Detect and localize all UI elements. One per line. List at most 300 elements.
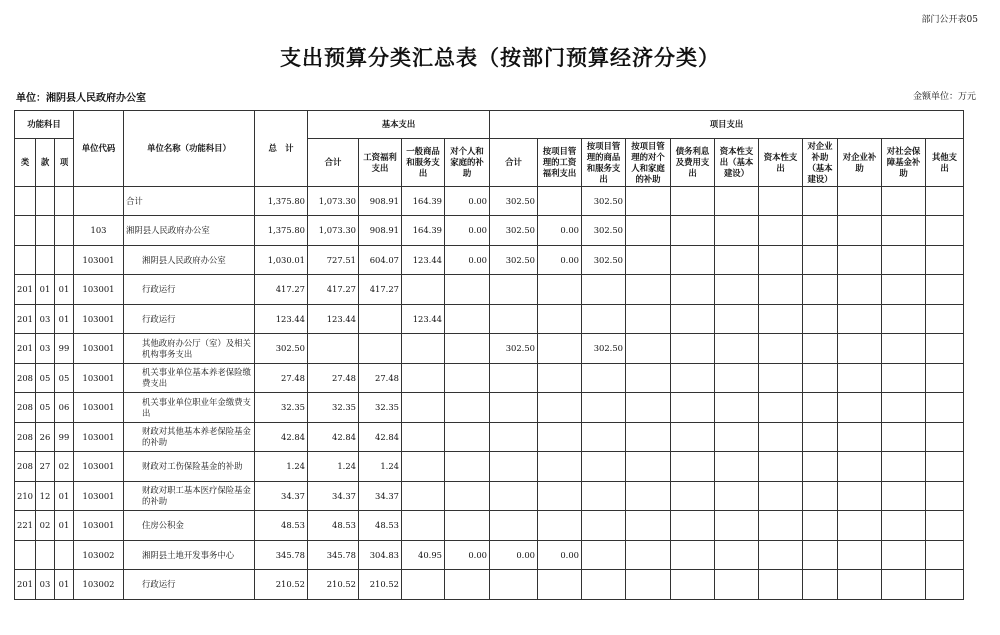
project-sub-header: 对企业补助 bbox=[838, 139, 882, 187]
cell-kuan: 02 bbox=[36, 511, 55, 541]
cell-code: 103001 bbox=[74, 423, 124, 452]
cell-empty bbox=[626, 393, 671, 423]
cell-empty bbox=[926, 452, 964, 482]
project-sub-header: 按项目管理的工资福利支出 bbox=[538, 139, 582, 187]
cell-p-goods bbox=[582, 364, 626, 393]
project-sub-header: 对企业补助（基本建设） bbox=[803, 139, 838, 187]
cell-b-wage: 1.24 bbox=[359, 452, 402, 482]
cell-b-wage: 908.91 bbox=[359, 216, 402, 246]
unit-code-header: 单位代码 bbox=[74, 111, 124, 187]
cell-empty bbox=[626, 423, 671, 452]
cell-name: 机关事业单位基本养老保险缴费支出 bbox=[124, 364, 255, 393]
cell-b-goods bbox=[402, 482, 445, 511]
table-row bbox=[15, 570, 964, 600]
cell-b-family bbox=[445, 393, 490, 423]
cell-p-total: 302.50 bbox=[490, 216, 538, 246]
cell-p-wage bbox=[538, 305, 582, 334]
cell-total: 48.53 bbox=[255, 511, 308, 541]
table-row bbox=[15, 482, 964, 511]
cell-empty bbox=[803, 216, 838, 246]
cell-lei: 201 bbox=[15, 275, 36, 305]
cell-p-total bbox=[490, 305, 538, 334]
cell-empty bbox=[626, 482, 671, 511]
cell-name: 湘阴县土地开发事务中心 bbox=[124, 541, 255, 570]
cell-b-wage: 27.48 bbox=[359, 364, 402, 393]
basic-sub-header: 合计 bbox=[308, 139, 359, 187]
table-row bbox=[15, 305, 964, 334]
cell-empty bbox=[671, 482, 715, 511]
cell-empty bbox=[803, 452, 838, 482]
cell-b-wage: 908.91 bbox=[359, 187, 402, 216]
cell-empty bbox=[671, 275, 715, 305]
cell-empty bbox=[838, 364, 882, 393]
cell-p-total bbox=[490, 275, 538, 305]
cell-b-family bbox=[445, 482, 490, 511]
cell-p-wage bbox=[538, 482, 582, 511]
cell-empty bbox=[715, 275, 759, 305]
project-sub-header: 资本性支出 bbox=[759, 139, 803, 187]
kuan-header: 款 bbox=[36, 139, 55, 187]
table-row bbox=[15, 393, 964, 423]
cell-total: 302.50 bbox=[255, 334, 308, 364]
cell-empty bbox=[926, 334, 964, 364]
project-sub-header: 其他支出 bbox=[926, 139, 964, 187]
cell-b-wage: 417.27 bbox=[359, 275, 402, 305]
cell-xiang: 01 bbox=[55, 511, 74, 541]
cell-empty bbox=[838, 423, 882, 452]
cell-p-goods: 302.50 bbox=[582, 216, 626, 246]
cell-name: 湘阴县人民政府办公室 bbox=[124, 216, 255, 246]
cell-empty bbox=[759, 452, 803, 482]
cell-empty bbox=[671, 305, 715, 334]
cell-empty bbox=[626, 541, 671, 570]
cell-lei: 221 bbox=[15, 511, 36, 541]
cell-b-wage: 604.07 bbox=[359, 246, 402, 275]
cell-lei: 208 bbox=[15, 423, 36, 452]
cell-lei bbox=[15, 187, 36, 216]
cell-b-wage: 48.53 bbox=[359, 511, 402, 541]
cell-empty bbox=[882, 275, 926, 305]
cell-b-goods bbox=[402, 511, 445, 541]
cell-empty bbox=[671, 246, 715, 275]
cell-kuan bbox=[36, 246, 55, 275]
cell-empty bbox=[715, 364, 759, 393]
cell-kuan: 12 bbox=[36, 482, 55, 511]
cell-name: 合计 bbox=[124, 187, 255, 216]
cell-empty bbox=[715, 187, 759, 216]
cell-total: 345.78 bbox=[255, 541, 308, 570]
cell-empty bbox=[671, 393, 715, 423]
cell-kuan bbox=[36, 187, 55, 216]
cell-total: 1.24 bbox=[255, 452, 308, 482]
cell-kuan: 03 bbox=[36, 334, 55, 364]
cell-empty bbox=[626, 364, 671, 393]
cell-b-family bbox=[445, 275, 490, 305]
cell-p-wage bbox=[538, 364, 582, 393]
cell-empty bbox=[882, 482, 926, 511]
cell-p-goods bbox=[582, 393, 626, 423]
cell-p-total bbox=[490, 511, 538, 541]
cell-empty bbox=[803, 423, 838, 452]
project-sub-header: 合计 bbox=[490, 139, 538, 187]
cell-b-family bbox=[445, 423, 490, 452]
cell-p-goods bbox=[582, 423, 626, 452]
cell-empty bbox=[759, 187, 803, 216]
cell-lei: 208 bbox=[15, 452, 36, 482]
cell-b-wage bbox=[359, 305, 402, 334]
cell-empty bbox=[926, 246, 964, 275]
cell-xiang: 02 bbox=[55, 452, 74, 482]
cell-total: 1,375.80 bbox=[255, 187, 308, 216]
cell-p-total bbox=[490, 482, 538, 511]
cell-p-total: 0.00 bbox=[490, 541, 538, 570]
cell-empty bbox=[926, 364, 964, 393]
cell-empty bbox=[759, 541, 803, 570]
cell-b-total: 123.44 bbox=[308, 305, 359, 334]
cell-code: 103001 bbox=[74, 452, 124, 482]
cell-name: 住房公积金 bbox=[124, 511, 255, 541]
cell-lei bbox=[15, 216, 36, 246]
cell-name: 湘阴县人民政府办公室 bbox=[124, 246, 255, 275]
cell-total: 1,030.01 bbox=[255, 246, 308, 275]
cell-b-total: 727.51 bbox=[308, 246, 359, 275]
cell-empty bbox=[838, 275, 882, 305]
cell-b-family: 0.00 bbox=[445, 246, 490, 275]
cell-xiang: 01 bbox=[55, 275, 74, 305]
cell-total: 210.52 bbox=[255, 570, 308, 600]
unit-name-header: 单位名称（功能科目） bbox=[124, 111, 255, 187]
cell-empty bbox=[626, 187, 671, 216]
cell-total: 32.35 bbox=[255, 393, 308, 423]
cell-empty bbox=[626, 334, 671, 364]
cell-lei: 201 bbox=[15, 570, 36, 600]
cell-lei bbox=[15, 541, 36, 570]
cell-empty bbox=[838, 334, 882, 364]
cell-p-wage bbox=[538, 511, 582, 541]
cell-name: 其他政府办公厅（室）及相关机构事务支出 bbox=[124, 334, 255, 364]
cell-p-goods bbox=[582, 511, 626, 541]
cell-b-wage: 42.84 bbox=[359, 423, 402, 452]
cell-empty bbox=[759, 216, 803, 246]
unit-label: 单位：湘阴县人民政府办公室 bbox=[16, 93, 146, 104]
cell-b-family: 0.00 bbox=[445, 541, 490, 570]
cell-empty bbox=[759, 275, 803, 305]
cell-code: 103001 bbox=[74, 305, 124, 334]
table-row bbox=[15, 275, 964, 305]
table-row bbox=[15, 452, 964, 482]
cell-b-total: 1.24 bbox=[308, 452, 359, 482]
cell-p-wage bbox=[538, 393, 582, 423]
cell-b-total: 417.27 bbox=[308, 275, 359, 305]
cell-empty bbox=[715, 482, 759, 511]
cell-empty bbox=[626, 570, 671, 600]
cell-b-goods bbox=[402, 275, 445, 305]
cell-name: 行政运行 bbox=[124, 570, 255, 600]
table-row bbox=[15, 334, 964, 364]
cell-b-goods: 123.44 bbox=[402, 246, 445, 275]
cell-b-family bbox=[445, 334, 490, 364]
cell-b-total: 42.84 bbox=[308, 423, 359, 452]
money-unit-label: 金额单位：万元 bbox=[912, 92, 976, 102]
cell-empty bbox=[838, 482, 882, 511]
basic-sub-header: 工资福利支出 bbox=[359, 139, 402, 187]
basic-expense-header: 基本支出 bbox=[308, 111, 490, 139]
cell-kuan: 03 bbox=[36, 570, 55, 600]
cell-empty bbox=[838, 541, 882, 570]
cell-total: 1,375.80 bbox=[255, 216, 308, 246]
cell-empty bbox=[838, 216, 882, 246]
cell-empty bbox=[715, 246, 759, 275]
cell-kuan: 01 bbox=[36, 275, 55, 305]
lei-header: 类 bbox=[15, 139, 36, 187]
cell-b-wage bbox=[359, 334, 402, 364]
cell-xiang bbox=[55, 216, 74, 246]
cell-name: 财政对职工基本医疗保险基金的补助 bbox=[124, 482, 255, 511]
cell-empty bbox=[926, 570, 964, 600]
cell-p-total: 302.50 bbox=[490, 334, 538, 364]
cell-empty bbox=[882, 216, 926, 246]
cell-lei bbox=[15, 246, 36, 275]
cell-p-wage: 0.00 bbox=[538, 216, 582, 246]
cell-p-total bbox=[490, 423, 538, 452]
cell-xiang bbox=[55, 187, 74, 216]
cell-empty bbox=[626, 216, 671, 246]
cell-empty bbox=[803, 482, 838, 511]
cell-p-goods bbox=[582, 305, 626, 334]
cell-xiang: 01 bbox=[55, 305, 74, 334]
cell-empty bbox=[803, 246, 838, 275]
cell-code: 103001 bbox=[74, 334, 124, 364]
cell-total: 34.37 bbox=[255, 482, 308, 511]
cell-empty bbox=[882, 423, 926, 452]
cell-empty bbox=[715, 334, 759, 364]
cell-empty bbox=[803, 187, 838, 216]
cell-b-wage: 210.52 bbox=[359, 570, 402, 600]
cell-kuan: 26 bbox=[36, 423, 55, 452]
cell-b-family bbox=[445, 570, 490, 600]
cell-b-total: 32.35 bbox=[308, 393, 359, 423]
cell-lei: 208 bbox=[15, 393, 36, 423]
cell-b-total: 345.78 bbox=[308, 541, 359, 570]
cell-empty bbox=[882, 364, 926, 393]
cell-b-total: 1,073.30 bbox=[308, 216, 359, 246]
cell-b-goods bbox=[402, 452, 445, 482]
func-subject-header: 功能科目 bbox=[15, 111, 74, 139]
cell-empty bbox=[882, 511, 926, 541]
cell-p-wage: 0.00 bbox=[538, 246, 582, 275]
cell-lei: 201 bbox=[15, 334, 36, 364]
xiang-header: 项 bbox=[55, 139, 74, 187]
cell-empty bbox=[926, 393, 964, 423]
cell-b-goods: 164.39 bbox=[402, 216, 445, 246]
cell-total: 42.84 bbox=[255, 423, 308, 452]
cell-xiang bbox=[55, 246, 74, 275]
cell-empty bbox=[671, 452, 715, 482]
cell-b-goods bbox=[402, 364, 445, 393]
page-title: 支出预算分类汇总表（按部门预算经济分类） bbox=[280, 45, 720, 70]
cell-b-family: 0.00 bbox=[445, 216, 490, 246]
cell-xiang: 99 bbox=[55, 423, 74, 452]
cell-code: 103001 bbox=[74, 275, 124, 305]
cell-xiang bbox=[55, 541, 74, 570]
cell-empty bbox=[626, 452, 671, 482]
cell-empty bbox=[671, 364, 715, 393]
cell-b-goods: 40.95 bbox=[402, 541, 445, 570]
cell-p-wage bbox=[538, 423, 582, 452]
table-row bbox=[15, 246, 964, 275]
cell-empty bbox=[626, 305, 671, 334]
cell-b-family bbox=[445, 511, 490, 541]
cell-p-total bbox=[490, 393, 538, 423]
cell-empty bbox=[838, 393, 882, 423]
cell-p-goods: 302.50 bbox=[582, 187, 626, 216]
cell-xiang: 01 bbox=[55, 570, 74, 600]
cell-total: 417.27 bbox=[255, 275, 308, 305]
cell-code bbox=[74, 187, 124, 216]
cell-empty bbox=[803, 275, 838, 305]
cell-empty bbox=[715, 541, 759, 570]
cell-empty bbox=[626, 511, 671, 541]
cell-empty bbox=[803, 393, 838, 423]
cell-empty bbox=[671, 187, 715, 216]
cell-p-goods bbox=[582, 452, 626, 482]
cell-empty bbox=[671, 216, 715, 246]
cell-b-family bbox=[445, 364, 490, 393]
total-header: 总 计 bbox=[255, 111, 308, 187]
cell-empty bbox=[759, 423, 803, 452]
cell-empty bbox=[926, 482, 964, 511]
cell-b-goods bbox=[402, 423, 445, 452]
cell-p-wage bbox=[538, 187, 582, 216]
cell-empty bbox=[759, 305, 803, 334]
cell-empty bbox=[671, 334, 715, 364]
table-row bbox=[15, 187, 964, 216]
table-row bbox=[15, 423, 964, 452]
cell-xiang: 01 bbox=[55, 482, 74, 511]
cell-empty bbox=[759, 334, 803, 364]
cell-empty bbox=[838, 452, 882, 482]
cell-code: 103001 bbox=[74, 246, 124, 275]
cell-empty bbox=[926, 275, 964, 305]
cell-lei: 208 bbox=[15, 364, 36, 393]
cell-p-goods bbox=[582, 541, 626, 570]
cell-p-total bbox=[490, 364, 538, 393]
cell-code: 103002 bbox=[74, 541, 124, 570]
cell-b-wage: 32.35 bbox=[359, 393, 402, 423]
cell-p-goods: 302.50 bbox=[582, 246, 626, 275]
cell-empty bbox=[926, 187, 964, 216]
table-number-label: 部门公开表05 bbox=[921, 15, 978, 25]
table-row bbox=[15, 364, 964, 393]
cell-empty bbox=[882, 393, 926, 423]
cell-empty bbox=[838, 305, 882, 334]
cell-xiang: 05 bbox=[55, 364, 74, 393]
cell-b-goods: 164.39 bbox=[402, 187, 445, 216]
cell-empty bbox=[882, 570, 926, 600]
cell-empty bbox=[803, 305, 838, 334]
cell-p-total: 302.50 bbox=[490, 246, 538, 275]
cell-p-total: 302.50 bbox=[490, 187, 538, 216]
cell-total: 123.44 bbox=[255, 305, 308, 334]
cell-empty bbox=[759, 246, 803, 275]
basic-sub-header: 一般商品和服务支出 bbox=[402, 139, 445, 187]
cell-empty bbox=[671, 570, 715, 600]
cell-kuan: 27 bbox=[36, 452, 55, 482]
cell-empty bbox=[626, 246, 671, 275]
cell-b-goods bbox=[402, 570, 445, 600]
cell-name: 机关事业单位职业年金缴费支出 bbox=[124, 393, 255, 423]
cell-empty bbox=[715, 423, 759, 452]
project-sub-header: 资本性支出（基本建设） bbox=[715, 139, 759, 187]
cell-empty bbox=[803, 364, 838, 393]
cell-name: 行政运行 bbox=[124, 275, 255, 305]
cell-p-wage: 0.00 bbox=[538, 541, 582, 570]
cell-empty bbox=[715, 305, 759, 334]
cell-p-goods bbox=[582, 570, 626, 600]
project-sub-header: 按项目管理的对个人和家庭的补助 bbox=[626, 139, 671, 187]
cell-b-goods bbox=[402, 334, 445, 364]
cell-empty bbox=[926, 423, 964, 452]
cell-code: 103001 bbox=[74, 482, 124, 511]
cell-empty bbox=[803, 541, 838, 570]
cell-empty bbox=[715, 452, 759, 482]
cell-empty bbox=[759, 511, 803, 541]
cell-xiang: 99 bbox=[55, 334, 74, 364]
cell-code: 103 bbox=[74, 216, 124, 246]
cell-kuan bbox=[36, 541, 55, 570]
cell-empty bbox=[838, 246, 882, 275]
cell-empty bbox=[759, 570, 803, 600]
cell-empty bbox=[926, 541, 964, 570]
budget-table bbox=[14, 110, 964, 600]
cell-total: 27.48 bbox=[255, 364, 308, 393]
project-expense-header: 项目支出 bbox=[490, 111, 964, 139]
cell-empty bbox=[882, 187, 926, 216]
cell-kuan: 05 bbox=[36, 364, 55, 393]
cell-p-goods bbox=[582, 275, 626, 305]
cell-empty bbox=[926, 216, 964, 246]
cell-p-wage bbox=[538, 275, 582, 305]
cell-kuan: 03 bbox=[36, 305, 55, 334]
cell-empty bbox=[715, 393, 759, 423]
table-row bbox=[15, 511, 964, 541]
cell-p-wage bbox=[538, 452, 582, 482]
cell-b-goods: 123.44 bbox=[402, 305, 445, 334]
cell-empty bbox=[759, 364, 803, 393]
cell-empty bbox=[882, 452, 926, 482]
cell-empty bbox=[882, 334, 926, 364]
cell-p-total bbox=[490, 452, 538, 482]
cell-empty bbox=[715, 511, 759, 541]
cell-empty bbox=[715, 216, 759, 246]
cell-lei: 210 bbox=[15, 482, 36, 511]
cell-b-total: 1,073.30 bbox=[308, 187, 359, 216]
cell-empty bbox=[759, 393, 803, 423]
cell-empty bbox=[671, 511, 715, 541]
project-sub-header: 对社会保障基金补助 bbox=[882, 139, 926, 187]
cell-code: 103001 bbox=[74, 393, 124, 423]
cell-b-total bbox=[308, 334, 359, 364]
cell-kuan: 05 bbox=[36, 393, 55, 423]
cell-p-goods bbox=[582, 482, 626, 511]
cell-b-family: 0.00 bbox=[445, 187, 490, 216]
cell-empty bbox=[671, 541, 715, 570]
cell-name: 财政对其他基本养老保险基金的补助 bbox=[124, 423, 255, 452]
basic-sub-header: 对个人和家庭的补助 bbox=[445, 139, 490, 187]
cell-code: 103002 bbox=[74, 570, 124, 600]
cell-p-wage bbox=[538, 334, 582, 364]
cell-name: 财政对工伤保险基金的补助 bbox=[124, 452, 255, 482]
